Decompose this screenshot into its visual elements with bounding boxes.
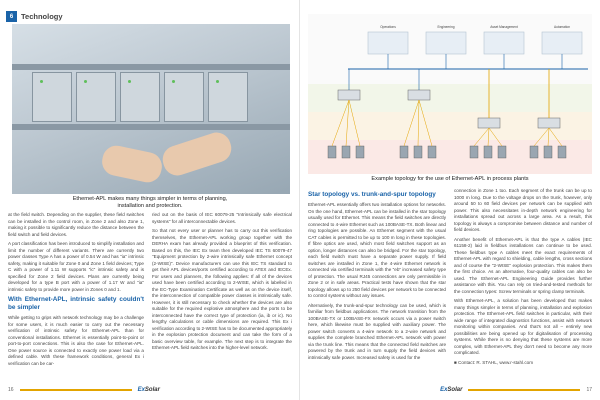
paragraph: ried out on the basis of IEC 60079-25 "Intrinsically safe electrical systems" for all interconnectable devices. xyxy=(152,212,292,224)
paragraph: While getting to grips with network technology may be a challenge for some users, it is much easier to carry out the necessary verification of intrinsic safety for Ethernet-APL than for conventional installations. Ethernet is essentially point-to-point or port-to-port connections. This is also the case for Ethernet-APL. One power source is connected to exactly one power load via a defined cable. With these framework conditions, general Ex i verification can be car- xyxy=(8,315,144,366)
field-switch xyxy=(478,118,500,128)
paragraph: connection in Zone 1 too. Each segment of the trunk can be up to 1000 m long. Due to the voltage drops on the trunk, however, only around 50 to 60 field devices per network can be supplied with power. This also necessitates in-depth network engineering for installations spread out across a large area. As a result, this topology is always a compromise between distance and number of field devices. xyxy=(454,188,592,233)
field-switch xyxy=(338,90,360,100)
page-number: 17 xyxy=(586,387,592,393)
brand-logo: ExSolar xyxy=(137,387,160,393)
paragraph: With Ethernet-APL, a solution has been developed that makes many things simpler in terms of planning, installation and explosion protection. The Ethernet-APL field switches in particular, with their wide range of integrated diagnostics functions, assist with network monitoring within companies. And that's not all – entirely new possibilities are being opened up for digitalisation of processing systems. While there is no denying that these systems are more complex, with Ethernet-APL they don't need to become any more complicated. xyxy=(454,298,592,356)
zone-box xyxy=(368,32,408,54)
diagram-caption: Example topology for the use of Ethernet-APL in process plants xyxy=(371,176,529,182)
field-switch xyxy=(408,90,430,100)
right-column-1 xyxy=(308,188,446,364)
paragraph: Ethernet-APL essentially offers two installation options for networks. On the one hand, Ethernet-APL can be installed in the star topology usually used for Ethernet. This means the field switches are directly connected to 4-wire Ethernet such as 100BASE-TX. Both linear and ring topologies are possible. An Ethernet segment with the usual CAT cables is permitted to be up to 100 m long in these topologies. If fibre optics are used, which most field switches support as an option, longer distances can also be bridged. For the star topology, each field switch must have a separate power supply. If field switches are installed in Zone 1, the 4-wire Ethernet network is connected via certified terminals with the "eb" increased safety type of protection. The usual RJ45 connections are only permissible in Zone 2 or in safe areas. Practical tests have shown that the star topology allows up to 250 field devices per network to be connected to control systems without any issues. xyxy=(308,202,446,299)
page-number: 16 xyxy=(8,387,14,393)
right-page xyxy=(300,0,600,400)
zone-box xyxy=(542,32,582,54)
left-column-1 xyxy=(8,212,144,370)
page-badge: 6 xyxy=(6,11,17,22)
installation-photo xyxy=(12,24,290,194)
left-footer xyxy=(8,387,160,393)
paragraph: A port classification has been introduced to simplify installation and limit the number of different variants. There are currently two power classes Type A has a power of 0.54 W and has "ia" intrinsic safety, making it suitable for Zone 0 and Zone 1 field devices; Type C with a power of 1.11 W supports "ic" intrinsic safety and is specified for Zone 2 field devices. Plans are currently being developed for a type B port with a power of 1.17 W and "ia" intrinsic safety to provide more power in Zones 0 and 1. xyxy=(8,241,144,292)
brand-logo: ExSolar xyxy=(440,387,463,393)
zone-label: Operations xyxy=(380,25,396,29)
zone-box xyxy=(484,32,524,54)
zone-label: Automation xyxy=(553,25,571,29)
footer-rule xyxy=(468,389,580,391)
left-column-2 xyxy=(152,212,292,355)
contact-line: ■ Contact: R. STAHL, www.r-stahl.com xyxy=(454,359,534,365)
paragraph: Another benefit of Ethernet-APL is that the type A cables (IEC 61158-2) laid in fieldbus installations can continue to be used. These fieldbus type A cables meet the exact requirements of Ethernet-APL with regard to shielding, cable lengths, cross sections and of course the "2-WISE" explosion protection. This makes them the first choice. As an alternative, four-quality cables can also be used. The Ethernet-APL Engineering Guide provides further assistance with this. You can rely on tried-and-tested methods for the connection types: Screw terminals or spring clamp terminals. xyxy=(454,236,592,294)
subheading: Star topology vs. trunk-and-spur topology xyxy=(308,191,436,198)
topology-diagram xyxy=(308,14,592,174)
field-switch xyxy=(538,118,560,128)
right-footer xyxy=(440,387,592,393)
subheading: With Ethernet-APL, intrinsic safety couldn't be simpler xyxy=(8,296,144,312)
section-title: Technology xyxy=(21,12,63,21)
footer-rule xyxy=(20,389,132,391)
paragraph: So that not every user or planner has to carry out this verification themselves, the Ethernet-APL working group together with the DERHA exam has already provided a blueprint of this verification. Based on this, the IEC Ex team then developed IEC TS 60079-47 "Equipment protection by 2-wire intrinsically safe Ethernet concept (2-WISE)". Device manufacturers can use this IEC TS standard to get their APL devices/ports certified according to ATEX and IECEx. For users and planners, the following applies: If all of the devices used have been certified according to 2-WISE, which is labelled in the EC-Type Examination Certificate as well as on the device itself, the interconnection of compatible power classes is intrinsically safe. However, it is still necessary to check whether the devices are also suitable for the required explosive atmosphere and the ports to be interconnected have the correct type of protection (ia, ib or ic). No lengthy calculations or cable dimensions are required. This Ex i verification according to 2-WISE has to be documented appropriately in the explosion protection document and can take the form of a basic overview table, for example. The next step is to integrate the Ethernet-APL field switches into the higher-level network. xyxy=(152,228,292,351)
photo-caption: Ethernet-APL makes many things simpler in terms of planning, installation and protection. xyxy=(72,196,228,210)
zone-label: Asset Management xyxy=(490,25,518,29)
paragraph: at the field switch. Depending on the supplier, these field switches can be installed in the control room, in Zone 2 and also Zone 1, making it possible to significantly reduce the distance between the field switch and field devices. xyxy=(8,212,144,237)
right-column-2 xyxy=(454,188,592,369)
paragraph: Alternatively, the trunk-and-spur technology can be used, which is familiar from fieldbus applications. The network transition from the 100BASE-TX or 100BASE-FX network occurs via a power switch here, which likewise must be supplied with auxiliary power. The power switch converts a 4-wire network to a 2-wire network and supplies the complete branched Ethernet-APL network with power via the trunk line. This means that the connected field switches are powered by the trunk and in turn supply the field devices with intrinsically safe power. Increased safety is used for the xyxy=(308,302,446,360)
page-header xyxy=(6,11,63,22)
zone-box xyxy=(426,32,466,54)
zone-label: Engineering xyxy=(437,25,455,29)
